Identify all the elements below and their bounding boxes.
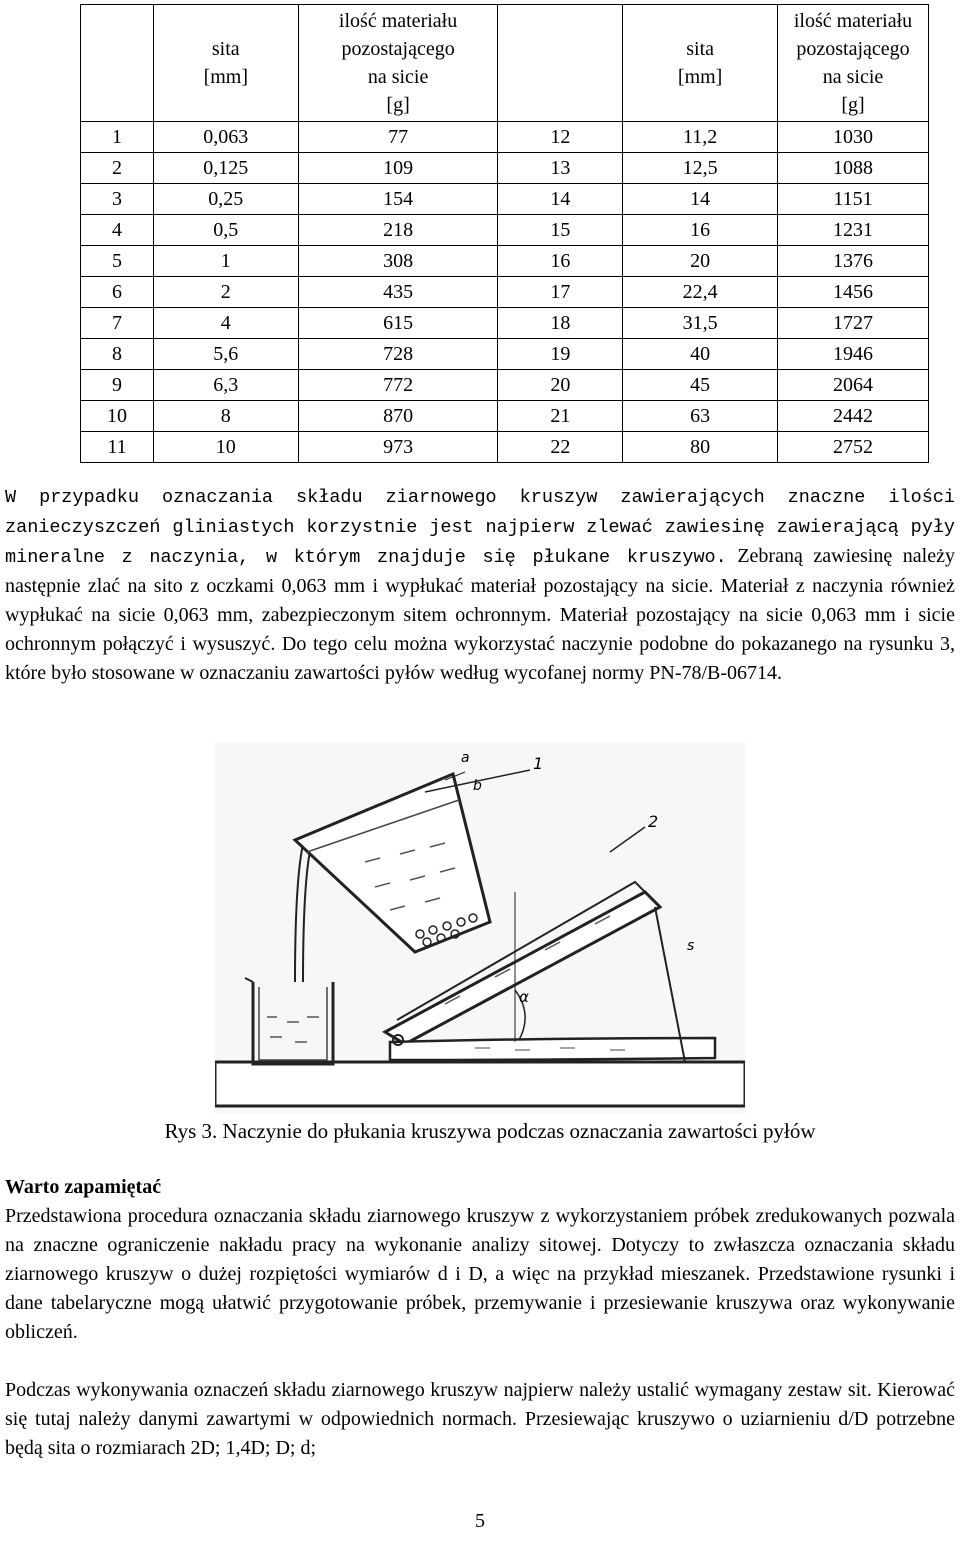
table-cell: 21 <box>498 401 623 432</box>
paragraph-sieve-set: Podczas wykonywania oznaczeń składu ziarnowego kruszyw najpierw należy ustalić wymagany zestaw sit. Kierować się tutaj należy danymi zawartymi w odpowiednich normach. Przesiewając kruszywo o uziarnieniu d/D potrzebne będą sita o rozmiarach 2D; 1,4D; D; d; <box>5 1379 955 1459</box>
table-row <box>81 277 929 308</box>
table-cell: 1946 <box>778 339 929 370</box>
table-cell: 308 <box>298 246 498 277</box>
washing-vessel-drawing <box>215 742 745 1114</box>
header-cell: ilość materiału pozostającego na sicie [g] <box>778 5 929 122</box>
table-cell: 80 <box>623 432 778 463</box>
figure-label-a: a <box>461 750 470 766</box>
figure-label-alpha: α <box>519 988 529 1006</box>
header-cell <box>498 5 623 122</box>
table-cell: 1376 <box>778 246 929 277</box>
table-cell: 2064 <box>778 370 929 401</box>
table-header-row <box>81 5 929 122</box>
table-cell: 16 <box>623 215 778 246</box>
figure-label-b: b <box>473 778 482 794</box>
figure-caption: Rys 3. Naczynie do płukania kruszywa podczas oznaczania zawartości pyłów <box>164 1119 816 1143</box>
table-cell: 0,5 <box>153 215 298 246</box>
table-row <box>81 122 929 153</box>
table-cell: 9 <box>81 370 154 401</box>
table-row <box>81 432 929 463</box>
table-cell: 11,2 <box>623 122 778 153</box>
table-cell: 7 <box>81 308 154 339</box>
table-cell: 1 <box>153 246 298 277</box>
header-cell: ilość materiału pozostającego na sicie [g] <box>298 5 498 122</box>
figure-label-1: 1 <box>533 754 544 773</box>
figure-label-2: 2 <box>648 812 659 831</box>
header-cell: sita [mm] <box>153 5 298 122</box>
table-cell: 40 <box>623 339 778 370</box>
table-cell: 218 <box>298 215 498 246</box>
table-cell: 6 <box>81 277 154 308</box>
table-cell: 5,6 <box>153 339 298 370</box>
table-cell: 20 <box>623 246 778 277</box>
table-cell: 15 <box>498 215 623 246</box>
table-cell: 2 <box>81 153 154 184</box>
table-cell: 13 <box>498 153 623 184</box>
table-row <box>81 246 929 277</box>
sieve-table <box>80 4 929 463</box>
table-cell: 16 <box>498 246 623 277</box>
table-cell: 4 <box>153 308 298 339</box>
table-row <box>81 153 929 184</box>
table-cell: 1231 <box>778 215 929 246</box>
table-cell: 772 <box>298 370 498 401</box>
table-cell: 0,25 <box>153 184 298 215</box>
washing-vessel-figure <box>215 742 745 1114</box>
table-cell: 0,125 <box>153 153 298 184</box>
table-cell: 8 <box>81 339 154 370</box>
table-cell: 12,5 <box>623 153 778 184</box>
table-cell: 154 <box>298 184 498 215</box>
paragraph-washing-serif: Zebraną zawiesinę należy następnie zlać na sito z oczkami 0,063 mm i wypłukać materiał pozostający na sicie. Materiał z naczynia również wypłukać na sicie 0,063 mm, zabezpieczonym sitem ochronnym. Materiał pozostający na sicie 0,063 mm i sicie ochronnym połączyć i wysuszyć. Do tego celu można wykorzystać naczynie podobne do pokazanego na rysunku 3, które było stosowane w oznaczaniu zawartości pyłów według wycofanej normy PN-78/B-06714. <box>5 545 955 684</box>
table-cell: 22 <box>498 432 623 463</box>
table-cell: 10 <box>153 432 298 463</box>
table-cell: 109 <box>298 153 498 184</box>
table-cell: 1030 <box>778 122 929 153</box>
table-cell: 0,063 <box>153 122 298 153</box>
table-row <box>81 339 929 370</box>
table-cell: 2752 <box>778 432 929 463</box>
table-cell: 615 <box>298 308 498 339</box>
table-cell: 4 <box>81 215 154 246</box>
table-cell: 10 <box>81 401 154 432</box>
table-cell: 2442 <box>778 401 929 432</box>
paragraph-summary: Przedstawiona procedura oznaczania składu ziarnowego kruszyw z wykorzystaniem próbek zredukowanych pozwala na znaczne ograniczenie nakładu pracy na wykonanie analizy sitowej. Dotyczy to zwłaszcza oznaczania składu ziarnowego kruszyw o dużej rozpiętości wymiarów d i D, a więc na przykład mieszanek. Przedstawione rysunki i dane tabelaryczne mogą ułatwić przygotowanie próbek, przemywanie i przesiewanie kruszywa oraz wykonywanie obliczeń. <box>5 1205 955 1343</box>
table-cell: 8 <box>153 401 298 432</box>
table-cell: 435 <box>298 277 498 308</box>
table-cell: 1088 <box>778 153 929 184</box>
table-cell: 20 <box>498 370 623 401</box>
table-cell: 11 <box>81 432 154 463</box>
table-cell: 17 <box>498 277 623 308</box>
table-cell: 45 <box>623 370 778 401</box>
table-cell: 3 <box>81 184 154 215</box>
table-row <box>81 308 929 339</box>
table-cell: 870 <box>298 401 498 432</box>
table-cell: 14 <box>498 184 623 215</box>
header-cell: sita [mm] <box>623 5 778 122</box>
table-row <box>81 370 929 401</box>
table-cell: 63 <box>623 401 778 432</box>
table-cell: 77 <box>298 122 498 153</box>
table-cell: 2 <box>153 277 298 308</box>
table-row <box>81 401 929 432</box>
table-row <box>81 215 929 246</box>
sieve-table-body <box>81 5 929 463</box>
page-number: 5 <box>475 1510 485 1532</box>
table-cell: 14 <box>623 184 778 215</box>
table-cell: 5 <box>81 246 154 277</box>
paragraph-washing <box>5 482 955 688</box>
table-cell: 728 <box>298 339 498 370</box>
table-cell: 12 <box>498 122 623 153</box>
table-cell: 1 <box>81 122 154 153</box>
table-row <box>81 184 929 215</box>
table-cell: 18 <box>498 308 623 339</box>
table-cell: 6,3 <box>153 370 298 401</box>
paragraph-washing-mono: W przypadku oznaczania składu ziarnowego kruszyw zawierających znaczne ilości zanieczyszczeń gliniastych korzystnie jest najpierw zlewać zawiesinę zawierającą pyły mineralne z naczynia, w którym znajduje się płukane kruszywo. <box>5 487 955 568</box>
table-cell: 19 <box>498 339 623 370</box>
table-cell: 22,4 <box>623 277 778 308</box>
section-heading: Warto zapamiętać <box>5 1176 162 1198</box>
table-cell: 1151 <box>778 184 929 215</box>
table-cell: 1456 <box>778 277 929 308</box>
table-cell: 1727 <box>778 308 929 339</box>
header-cell <box>81 5 154 122</box>
table-cell: 31,5 <box>623 308 778 339</box>
figure-label-s: s <box>687 938 695 954</box>
table-cell: 973 <box>298 432 498 463</box>
